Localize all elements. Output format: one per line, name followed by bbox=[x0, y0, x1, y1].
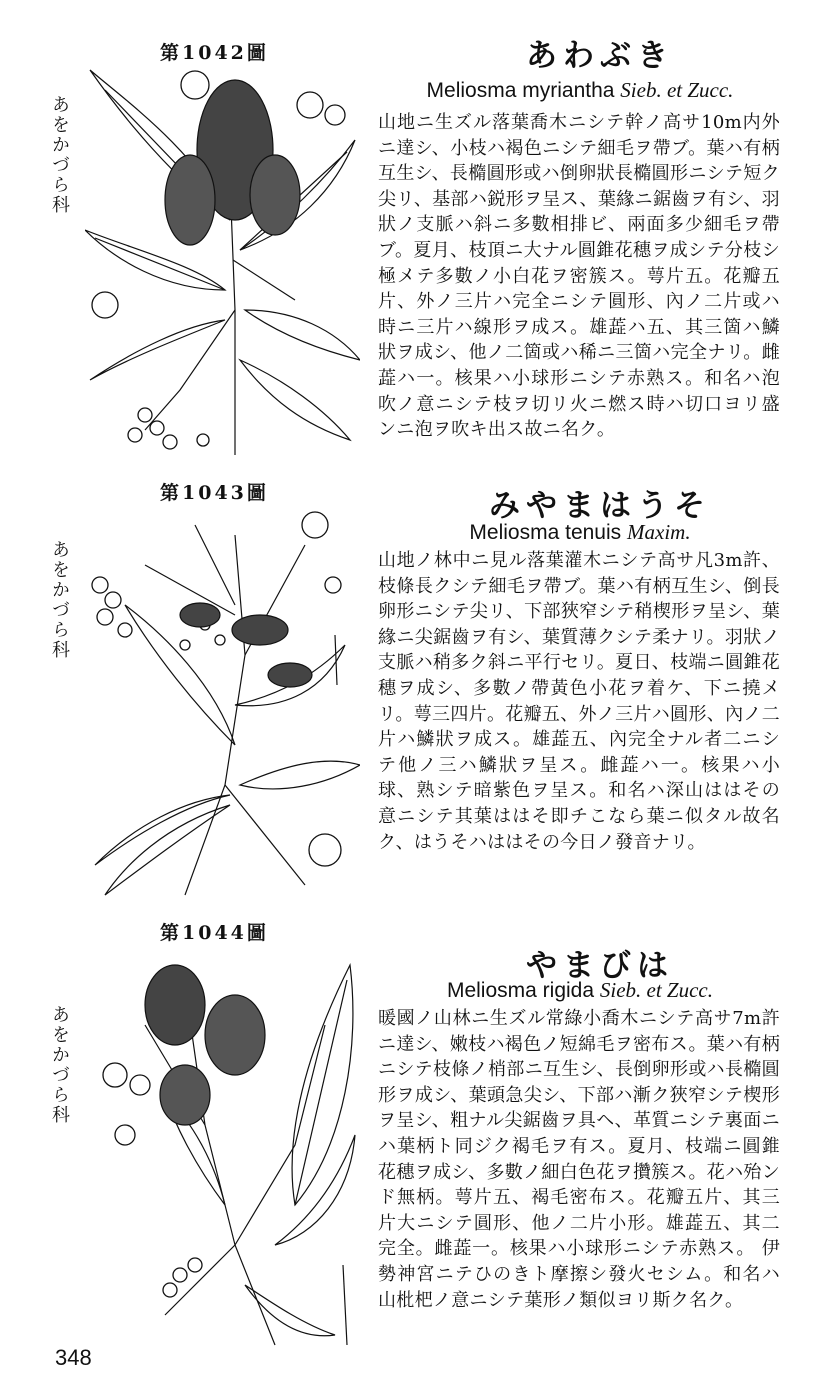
sci-genus-species: Meliosma rigida bbox=[446, 979, 595, 1002]
sci-genus-species: Meliosma myriantha bbox=[426, 79, 615, 102]
plant-illustration-awabuki bbox=[85, 60, 360, 460]
family-label: あをかづら科 bbox=[49, 1005, 70, 1125]
description: 暖國ノ山林ニ生ズル常綠小喬木ニシテ高サ7m許ニ達シ、嫩枝ハ褐色ノ短綿毛ヲ密布ス。葉ハ有柄ニシテ枝條ノ梢部ニ互生シ、長倒卵形或ハ長橢圓形ヲ成シ、葉頭急尖シ、下部ハ漸ク狹窄シテ楔形ヲ呈シ、粗ナル尖鋸齒ヲ具ヘ、革質ニシテ裏面ニハ葉柄ト同ジク褐毛ヲ有ス。夏月、枝端ニ圓錐花穗ヲ成シ、多數ノ細白色花ヲ攢簇ス。花ハ殆ンド無柄。萼片五、褐毛密布ス。花瓣五片、其三片大ニシテ圓形、他ノ二片小形。雄蕋五、其二完全。雌蕋一。核果ハ小球形ニシテ赤熟ス。 伊勢神宮ニテひのきト摩擦シ發火セシム。和名ハ山枇杷ノ意ニシテ葉形ノ類似ヨリ斯ク名ク。 bbox=[378, 1008, 780, 1311]
sci-author: Maxim. bbox=[627, 520, 691, 544]
figure-label: 第1042圖 bbox=[160, 42, 269, 64]
scientific-name bbox=[375, 78, 785, 103]
page-number: 348 bbox=[55, 1345, 92, 1370]
family-label: あをかづら科 bbox=[49, 95, 70, 215]
sci-author: Sieb. et Zucc. bbox=[599, 978, 714, 1002]
entry-1042 bbox=[0, 0, 840, 470]
scientific-name bbox=[375, 520, 785, 545]
entry-1043 bbox=[0, 470, 840, 910]
family-label: あをかづら科 bbox=[49, 540, 70, 660]
jp-name: みやまはうそ bbox=[489, 488, 711, 524]
description: 山地ニ生ズル落葉喬木ニシテ幹ノ高サ10m内外ニ達シ、小枝ハ褐色ニシテ細毛ヲ帶ブ。葉ハ有柄互生シ、長橢圓形或ハ倒卵狀長橢圓形ニシテ短ク尖リ、基部ハ鋭形ヲ呈ス、葉緣ニ鋸齒ヲ有シ、羽狀ノ支脈ハ斜ニ多數相排ビ、兩面多少細毛ヲ帶ブ。夏月、枝頂ニ大ナル圓錐花穗ヲ成シテ分枝シ極メテ多數ノ小白花ヲ密簇ス。萼片五。花瓣五片、外ノ三片ハ完全ニシテ圓形、內ノ二片或ハ時ニ三片ハ線形ヲ成ス。雄蕋ハ五、其三箇ハ鱗狀ヲ成シ、他ノ二箇或ハ稀ニ三箇ハ完全ナリ。雌蕋ハ一。核果ハ小球形ニシテ赤熟ス。和名ハ泡吹ノ意ニシテ枝ヲ切リ火ニ燃ス時ハ切口ヨリ盛ンニ泡ヲ吹キ出ス故ニ名ク。 bbox=[378, 112, 780, 441]
figure-label: 第1044圖 bbox=[160, 922, 269, 944]
figure-label: 第1043圖 bbox=[160, 482, 269, 504]
entry-1044 bbox=[0, 910, 840, 1350]
sci-author: Sieb. et Zucc. bbox=[620, 78, 734, 102]
description: 山地ノ林中ニ見ル落葉灌木ニシテ高サ凡3m許、枝條長クシテ細毛ヲ帶ブ。葉ハ有柄互生シ、倒長卵形ニシテ尖リ、下部狹窄シテ稍楔形ヲ呈シ、葉緣ニ尖鋸齒ヲ有シ、葉質薄クシテ柔ナリ。羽狀ノ支脈ハ稍多ク斜ニ平行セリ。夏日、枝端ニ圓錐花穗ヲ成シ、多數ノ帶黃色小花ヲ着ケ、下ニ撓メリ。萼三四片。花瓣五、外ノ三片ハ圓形、內ノ二片ハ鱗狀ヲ成ス。雄蕋五、內完全ナル者二ニシテ他ノ三ハ鱗狀ヲ呈ス。雌蕋ハ一。核果ハ小球、熟シテ暗紫色ヲ呈ス。和名ハ深山ははその意ニシテ其葉ははそ即チこなら葉ニ似タル故名ク、はうそハははその今日ノ發音ナリ。 bbox=[378, 550, 780, 853]
scientific-name bbox=[375, 978, 785, 1003]
jp-name: あわぶき bbox=[526, 38, 674, 74]
plant-illustration-yamabiwa bbox=[85, 945, 360, 1350]
sci-genus-species: Meliosma tenuis bbox=[469, 521, 622, 544]
plant-illustration-miyamahauso bbox=[85, 505, 360, 900]
jp-name: やまびは bbox=[526, 948, 674, 984]
